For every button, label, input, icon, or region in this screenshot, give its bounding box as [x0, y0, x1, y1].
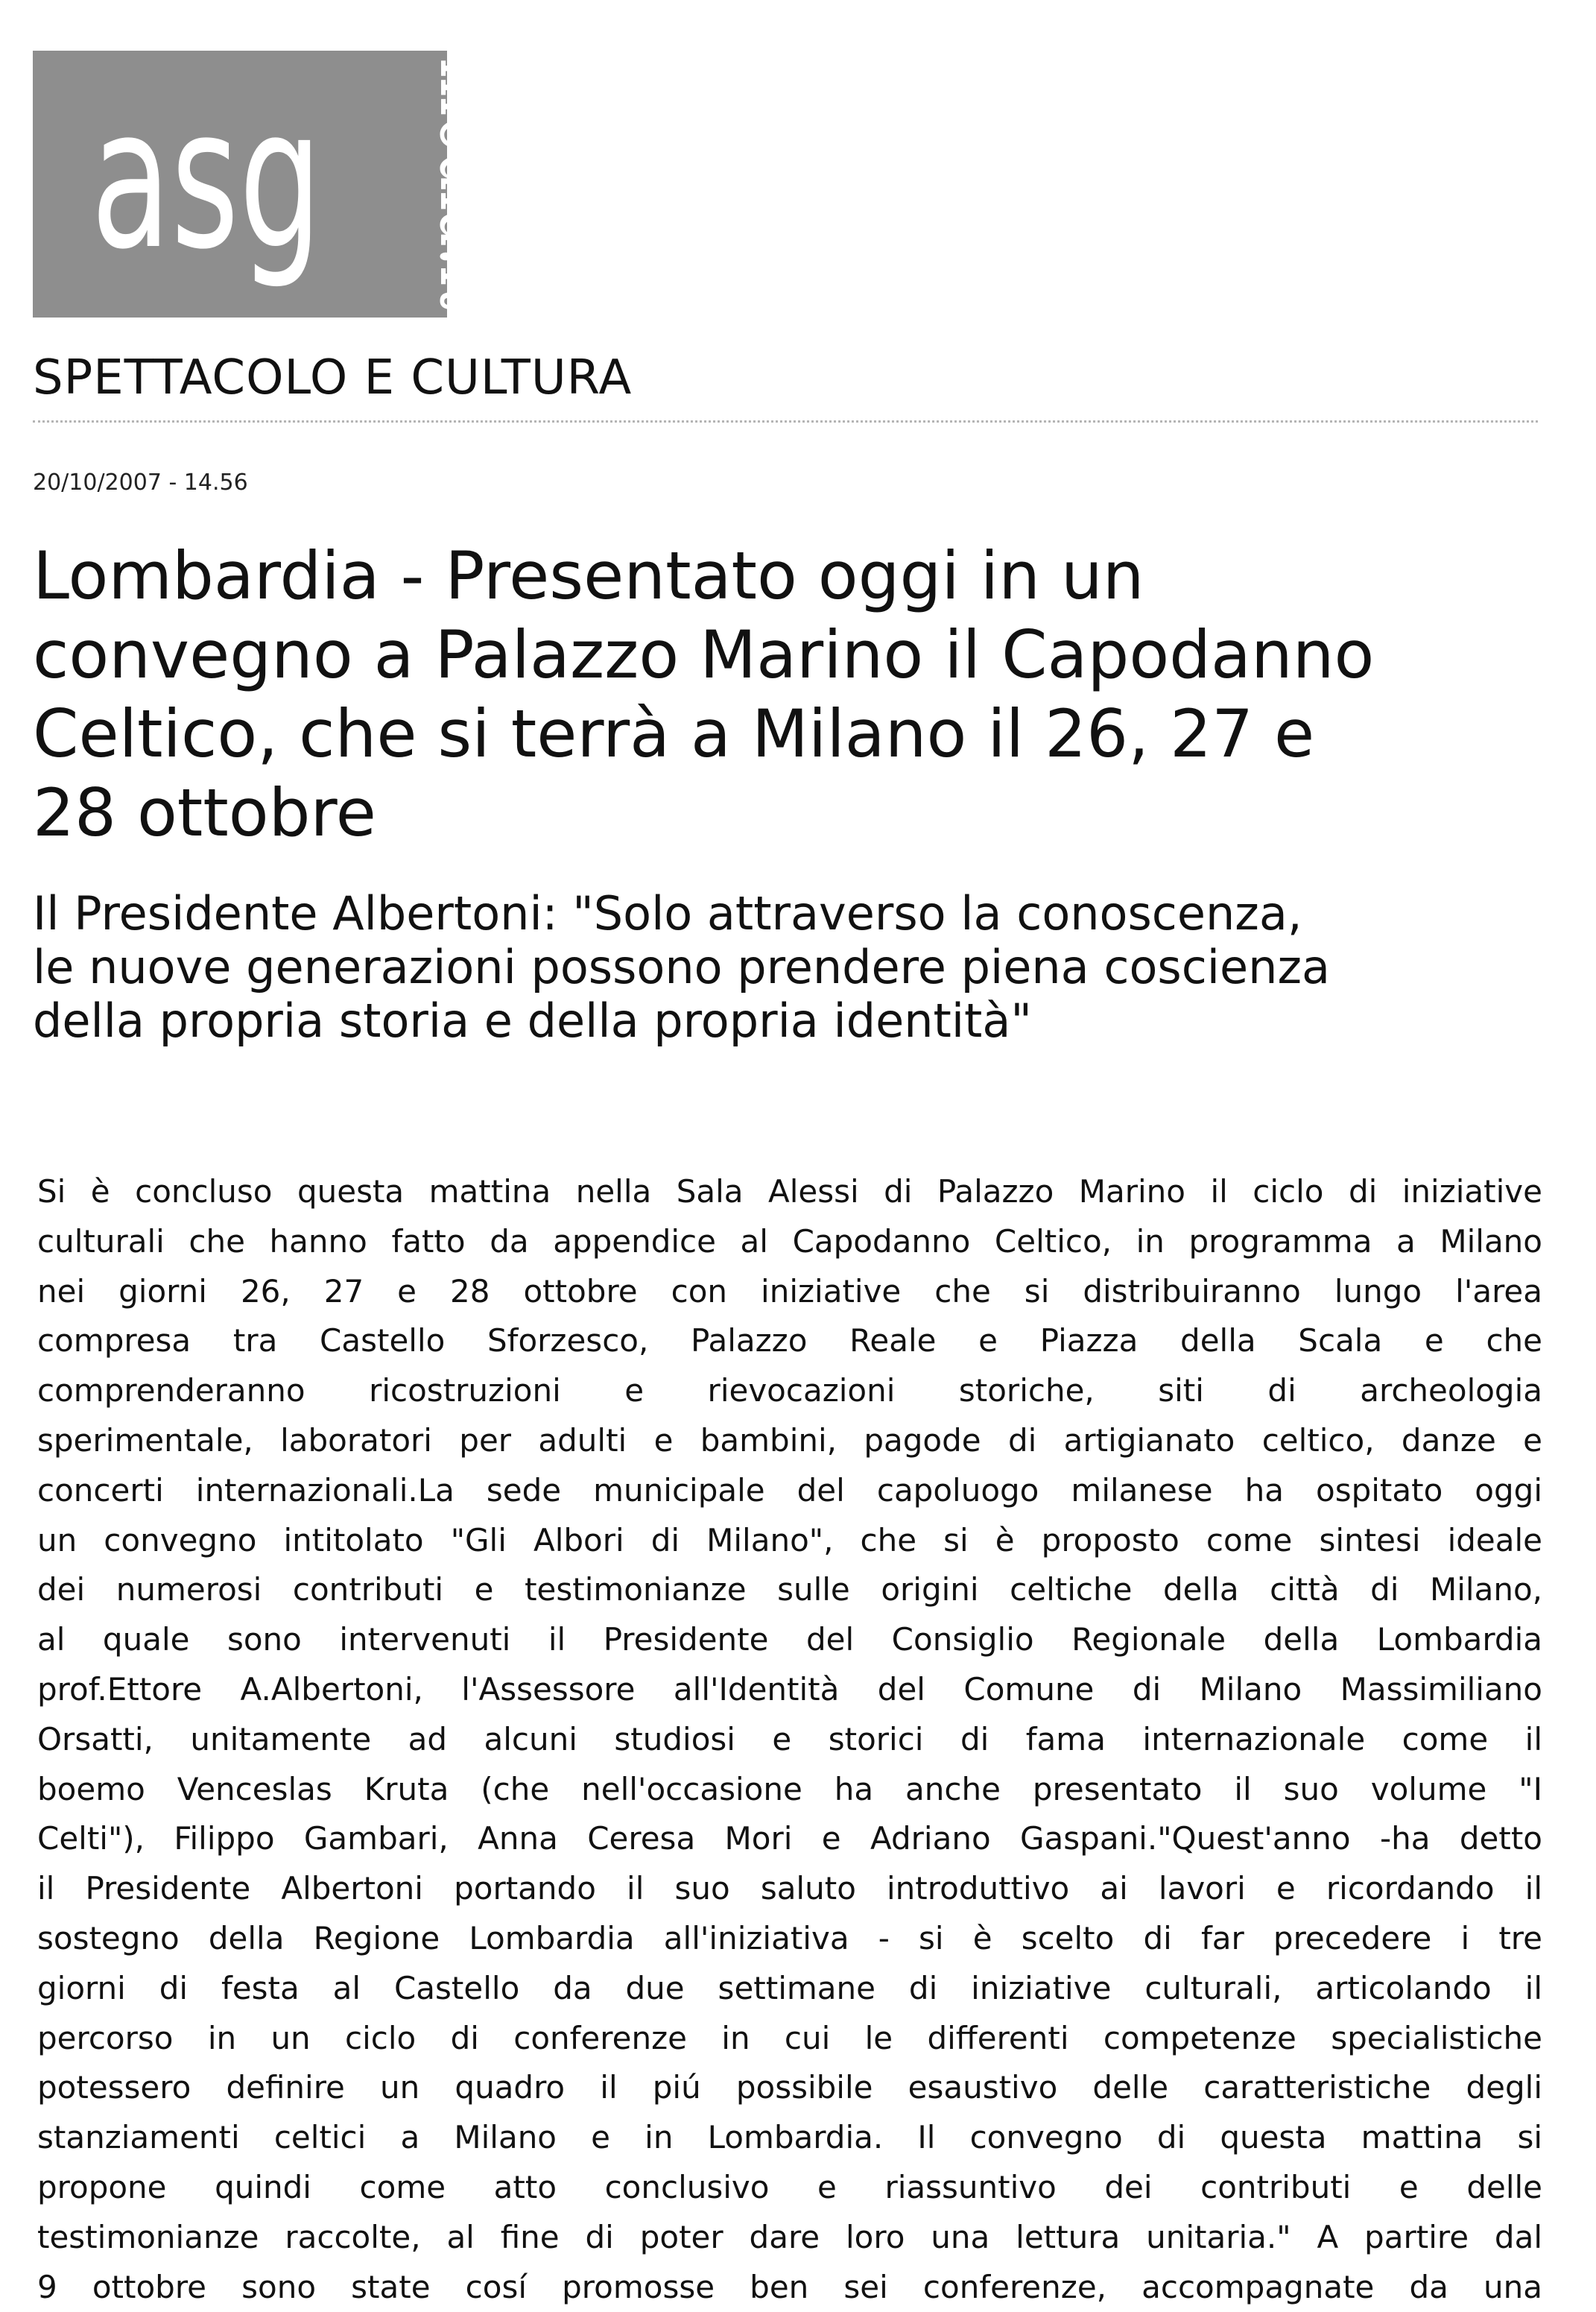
- body-line: Orsatti, unitamente ad alcuni studiosi e storici di fama internazionale come il: [37, 1720, 1542, 1757]
- body-line: percorso in un ciclo di conferenze in cui le differenti competenze specialistiche: [37, 2019, 1542, 2056]
- body-line: giorni di festa al Castello da due settimane di iniziative culturali, articolando il: [37, 1969, 1542, 2006]
- dotted-separator: [33, 420, 1538, 423]
- body-line: prof.Ettore A.Albertoni, l'Assessore all'Identità del Comune di Milano Massimiliano: [37, 1670, 1542, 1708]
- body-line: Si è concluso questa mattina nella Sala Alessi di Palazzo Marino il ciclo di iniziative: [37, 1173, 1542, 1210]
- body-line: stanziamenti celtici a Milano e in Lombardia. Il convegno di questa mattina si: [37, 2119, 1542, 2156]
- body-line: compresa tra Castello Sforzesco, Palazzo Reale e Piazza della Scala e che: [37, 1322, 1542, 1359]
- body-line: propone quindi come atto conclusivo e riassuntivo dei contributi e delle: [37, 2168, 1542, 2205]
- body-line: al quale sono intervenuti il Presidente del Consiglio Regionale della Lombardia: [37, 1621, 1542, 1658]
- headline-line: Celtico, che si terrà a Milano il 26, 27 e: [33, 695, 1315, 772]
- headline-line: convegno a Palazzo Marino il Capodanno: [33, 616, 1375, 693]
- body-line: sostegno della Regione Lombardia all'iniziativa - si è scelto di far precedere i tre: [37, 1919, 1542, 1956]
- article-subheadline: [33, 887, 1568, 1048]
- body-line: culturali che hanno fatto da appendice al Capodanno Celtico, in programma a Milano: [37, 1222, 1542, 1260]
- body-line: potessero definire un quadro il piú possibile esaustivo delle caratteristiche degli: [37, 2069, 1542, 2106]
- logo-main-text: asg: [91, 67, 322, 292]
- logo-side-text: media.it: [420, 58, 523, 423]
- subheadline-line: della propria storia e della propria identità": [33, 994, 1032, 1048]
- body-line: comprenderanno ricostruzioni e rievocazioni storiche, siti di archeologia: [37, 1372, 1542, 1409]
- body-line: il Presidente Albertoni portando il suo saluto introduttivo ai lavori e ricordando il: [37, 1870, 1542, 1907]
- body-line: Celti"), Filippo Gambari, Anna Ceresa Mori e Adriano Gaspani."Quest'anno -ha detto: [37, 1820, 1542, 1857]
- subheadline-line: Il Presidente Albertoni: "Solo attraverso la conoscenza,: [33, 886, 1302, 941]
- body-line: testimonianze raccolte, al fine di poter dare loro una lettura unitaria." A partire dal: [37, 2218, 1542, 2255]
- article-timestamp: 20/10/2007 - 14.56: [33, 470, 248, 496]
- body-line: concerti internazionali.La sede municipale del capoluogo milanese ha ospitato oggi: [37, 1471, 1542, 1509]
- body-line: dei numerosi contributi e testimonianze sulle origini celtiche della città di Milano,: [37, 1571, 1542, 1608]
- body-line: boemo Venceslas Kruta (che nell'occasione ha anche presentato il suo volume "I: [37, 1770, 1542, 1807]
- body-line: nei giorni 26, 27 e 28 ottobre con iniziative che si distribuiranno lungo l'area: [37, 1272, 1542, 1310]
- section-title: SPETTACOLO E CULTURA: [33, 350, 633, 405]
- body-line: un convegno intitolato "Gli Albori di Milano", che si è proposto come sintesi ideale: [37, 1521, 1542, 1558]
- article-body: [37, 1167, 1542, 2312]
- article-headline: [33, 537, 1545, 853]
- headline-line: 28 ottobre: [33, 774, 376, 851]
- body-line: 9 ottobre sono state cosí promosse ben sei conferenze, accompagnate da una: [37, 2268, 1542, 2305]
- headline-line: Lombardia - Presentato oggi in un: [33, 537, 1144, 614]
- subheadline-line: le nuove generazioni possono prendere piena coscienza: [33, 940, 1330, 994]
- body-line: sperimentale, laboratori per adulti e bambini, pagode di artigianato celtico, danze e: [37, 1421, 1542, 1459]
